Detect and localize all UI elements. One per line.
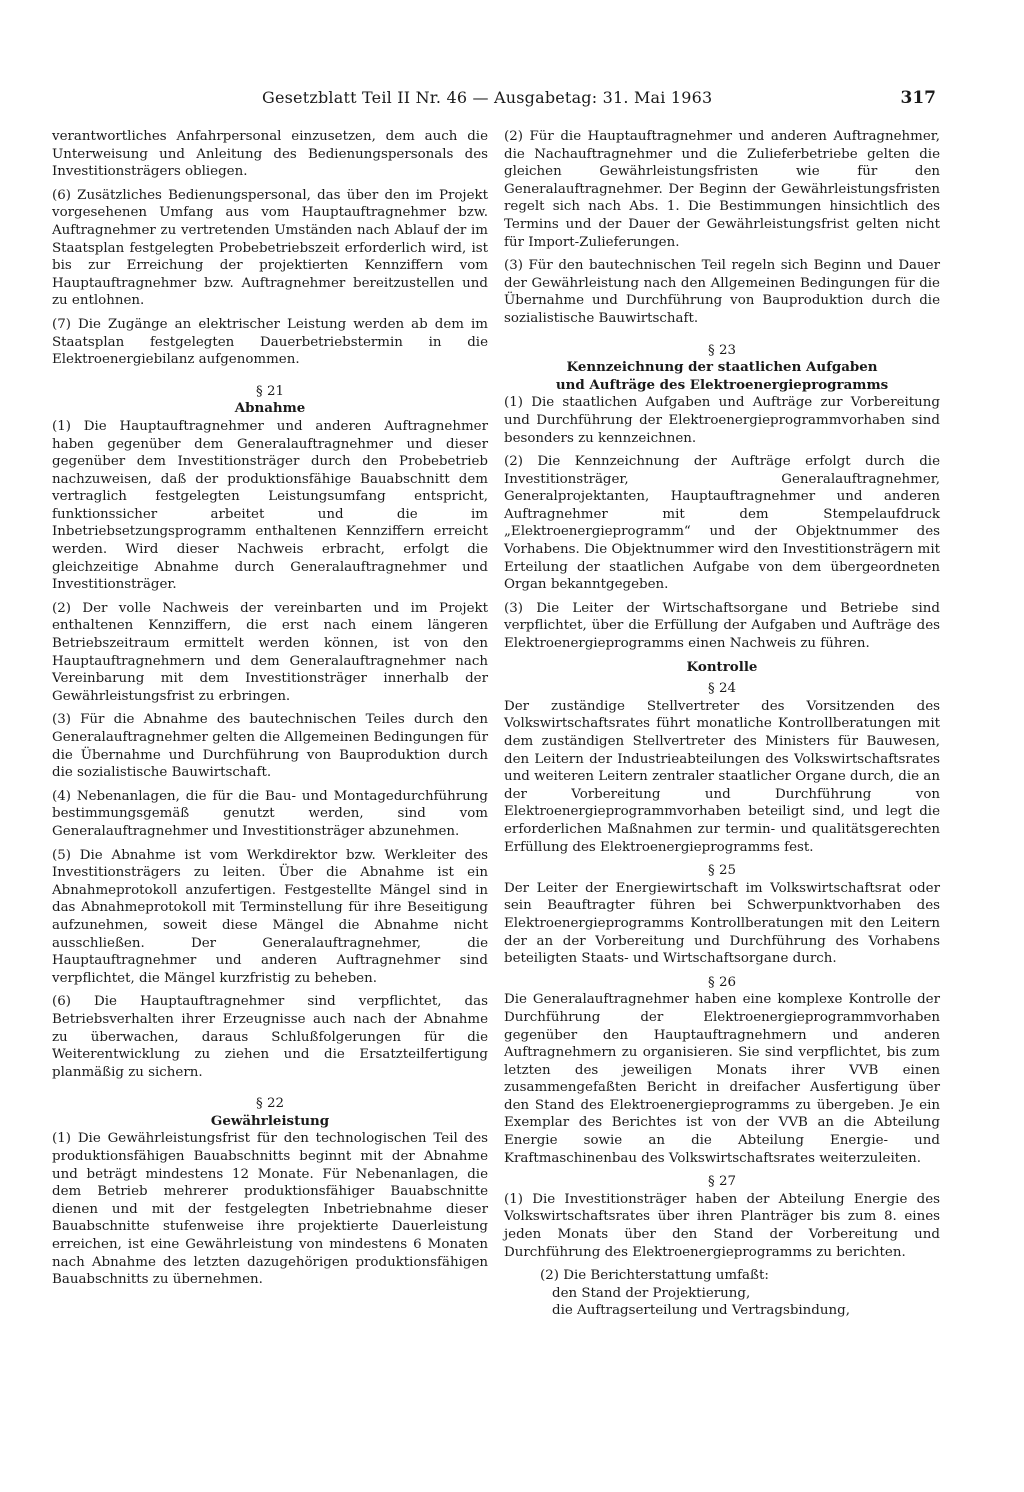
- section-title: Kontrolle: [686, 658, 758, 675]
- paragraph: (3) Die Leiter der Wirtschaftsorgane und Betriebe sind verpflichtet, über die Erfüllung der Aufgaben und Aufträge des Elektroenergieprogramms einen Nachweis zu führen.: [504, 600, 940, 652]
- section-title: Gewährleistung: [210, 1112, 330, 1129]
- paragraph: (6) Zusätzliches Bedienungspersonal, das über den im Projekt vorgesehenen Umfang aus vom Hauptauftragnehmer bzw. Auftragnehmer zu vertretenden Umständen nach Ablauf der im Staatsplan festgelegten Probebetriebszeit erforderlich wird, ist bis zur Erreichung der projektierten Kennziffern vom Hauptauftragnehmer bzw. Auftragnehmer bereitzustellen und zu entlohnen.: [52, 187, 488, 309]
- section-number: § 21: [256, 383, 284, 399]
- paragraph: (1) Die Gewährleistungsfrist für den technologischen Teil des produktionsfähigen Bauabschnitts beginnt mit der Abnahme und beträgt mindestens 12 Monate. Für Nebenanlagen, die dem Betrieb mehrerer produktionsfähiger Bauabschnitte dienen und mit der festgelegten Inbetriebnahme dieser Bauabschnitte stufenweise ihre projektierte Dauerleistung erreichen, ist eine Gewährleistung von mindestens 6 Monaten nach Abnahme des letzten dazugehörigen produktionsfähigen Bauabschnitts zu übernehmen.: [52, 1131, 488, 1288]
- gazette-title: Gesetzblatt Teil II Nr. 46 — Ausgabetag: 31. Mai 1963: [262, 88, 713, 107]
- paragraph: (3) Für den bautechnischen Teil regeln sich Beginn und Dauer der Gewährleistung nach den Allgemeinen Bedingungen für die Übernahme und Durchführung von Bauproduktion durch die sozialistische Bauwirtschaft.: [504, 258, 940, 326]
- section-number: § 26: [708, 974, 736, 990]
- paragraph: (1) Die Hauptauftragnehmer und anderen Auftragnehmer haben gegenüber dem Generalauftragnehmer und dieser gegenüber dem Investitionsträger durch den Probebetrieb nachzuweisen, daß der produktionsfähige Bauabschnitt dem vertraglich festgelegten Leistungsumfang entspricht, funktionssicher arbeitet und die im Inbetriebsetzungsprogramm enthaltenen Kennziffern erreicht werden. Wird dieser Nachweis erbracht, erfolgt die gleichzeitige Abnahme durch Generalauftragnehmer und Investitionsträger.: [52, 418, 488, 593]
- paragraph: (2) Für die Hauptauftragnehmer und anderen Auftragnehmer, die Nachauftragnehmer und die Zulieferbetriebe gelten die gleichen Gewährleistungsfristen wie für den Generalauftragnehmer. Der Beginn der Gewährleistungsfristen regelt sich nach Abs. 1. Die Bestimmungen hinsichtlich des Termins und der Dauer der Gewährleistungsfrist gelten nicht für Import-Zulieferungen.: [504, 129, 940, 250]
- paragraph: (6) Die Hauptauftragnehmer sind verpflichtet, das Betriebsverhalten ihrer Erzeugnisse auch nach der Abnahme zu überwachen, daraus Schlußfolgerungen für die Weiterentwicklung zu ziehen und die Ersatzteilfertigung planmäßig zu sichern.: [52, 994, 488, 1080]
- paragraph: Der zuständige Stellvertreter des Vorsitzenden des Volkswirtschaftsrates führt monatliche Kontrollberatungen mit dem zuständigen Stellvertreter des Ministers für Bauwesen, den Leitern der Industrieabteilungen des Volkswirtschaftsrates und weiteren Leitern zentraler staatlicher Organe durch, die an der Vorbereitung und Durchführung von Elektroenergieprogrammvorhaben beteiligt sind, und legt die erforderlichen Maßnahmen zur termin- und qualitätsgerechten Erfüllung des Elektroenergieprogramms fest.: [504, 698, 940, 855]
- section-number: § 27: [708, 1174, 736, 1190]
- paragraph: (1) Die Investitionsträger haben der Abteilung Energie des Volkswirtschaftsrates über ihren Planträger bis zum 8. eines jeden Monats über den Stand der Vorbereitung und Durchführung des Elektroenergieprogramms zu berichten.: [504, 1191, 940, 1260]
- page-header: [52, 86, 936, 110]
- section-number: § 23: [708, 342, 736, 358]
- paragraph: Der Leiter der Energiewirtschaft im Volkswirtschaftsrat oder sein Beauftragter führen bei Schwerpunktvorhaben des Elektroenergieprogramms Kontrollberatungen mit den Leitern der an der Vorbereitung und Durchführung des Vorhabens beteiligten Staats- und Wirtschaftsorgane durch.: [504, 880, 940, 967]
- paragraph: (2) Die Kennzeichnung der Aufträge erfolgt durch die Investitionsträger, Generalauftragnehmer, Generalprojektanten, Hauptauftragnehmer und anderen Auftragnehmer mit dem Stempelaufdruck „Elektroenergieprogramm“ und der Objektnummer des Vorhabens. Die Objektnummer wird den Investitionsträgern mit Erteilung der staatlichen Aufgabe von dem übergeordneten Organ bekanntgegeben.: [504, 454, 940, 593]
- section-title: und Aufträge des Elektroenergieprogramms: [555, 376, 889, 393]
- paragraph: (7) Die Zugänge an elektrischer Leistung werden ab dem im Staatsplan festgelegten Dauerbetriebstermin in die Elektroenergiebilanz aufgenommen.: [52, 316, 488, 368]
- right-column: [504, 128, 940, 1320]
- paragraph: Die Generalauftragnehmer haben eine komplexe Kontrolle der Durchführung der Elektroenergieprogrammvorhaben gegenüber den Hauptauftragnehmern und anderen Auftragnehmern zu organisieren. Sie sind verpflichtet, bis zum letzten des jeweiligen Monats ihrer VVB einen zusammengefaßten Bericht in dreifacher Ausfertigung über den Stand des Elektroenergieprogramms zu übergeben. Je ein Exemplar des Berichtes ist von der VVB an die Abteilung Energie sowie an die Abteilung Energie- und Kraftmaschinenbau des Volkswirtschaftsrates weiterzuleiten.: [504, 992, 940, 1166]
- section-title: Abnahme: [234, 400, 306, 417]
- section-title: Kennzeichnung der staatlichen Aufgaben: [566, 359, 878, 376]
- section-number: § 24: [708, 681, 736, 697]
- list-item: den Stand der Projektierung,: [552, 1285, 751, 1301]
- paragraph: (5) Die Abnahme ist vom Werkdirektor bzw. Werkleiter des Investitionsträgers zu leiten. Über die Abnahme ist ein Abnahmeprotokoll anzufertigen. Festgestellte Mängel sind in das Abnahmeprotokoll mit Terminstellung für ihre Beseitigung aufzunehmen, soweit diese Mängel die Abnahme nicht ausschließen. Der Generalauftragnehmer, die Hauptauftragnehmer und anderen Auftragnehmer sind verpflichtet, die Mängel kurzfristig zu beheben.: [52, 847, 488, 986]
- page-number: 317: [900, 88, 936, 108]
- list-item: die Auftragserteilung und Vertragsbindung,: [552, 1303, 850, 1319]
- section-number: § 25: [708, 863, 736, 879]
- paragraph: (4) Nebenanlagen, die für die Bau- und Montagedurchführung bestimmungsgemäß genutzt werden, sind vom Generalauftragnehmer und Investitionsträger abzunehmen.: [52, 788, 488, 839]
- left-column: [52, 128, 488, 1295]
- paragraph: verantwortliches Anfahrpersonal einzusetzen, dem auch die Unterweisung und Anleitung des Bedienungspersonals des Investitionsträgers obliegen.: [52, 129, 488, 180]
- paragraph: (3) Für die Abnahme des bautechnischen Teiles durch den Generalauftragnehmer gelten die Allgemeinen Bedingungen für die Übernahme und Durchführung von Bauproduktion durch die sozialistische Bauwirtschaft.: [52, 712, 488, 781]
- section-number: § 22: [256, 1096, 284, 1112]
- paragraph: (2) Die Berichterstattung umfaßt:: [540, 1268, 769, 1284]
- paragraph: (2) Der volle Nachweis der vereinbarten und im Projekt enthaltenen Kennziffern, die erst nach einem längeren Betriebszeitraum ermittelt werden können, ist von den Hauptauftragnehmern und dem Generalauftragnehmer nach Vereinbarung mit dem Investitionsträger innerhalb der Gewährleistungsfrist zu erbringen.: [52, 600, 488, 704]
- paragraph: (1) Die staatlichen Aufgaben und Aufträge zur Vorbereitung und Durchführung der Elektroenergieprogrammvorhaben sind besonders zu kennzeichnen.: [504, 395, 940, 446]
